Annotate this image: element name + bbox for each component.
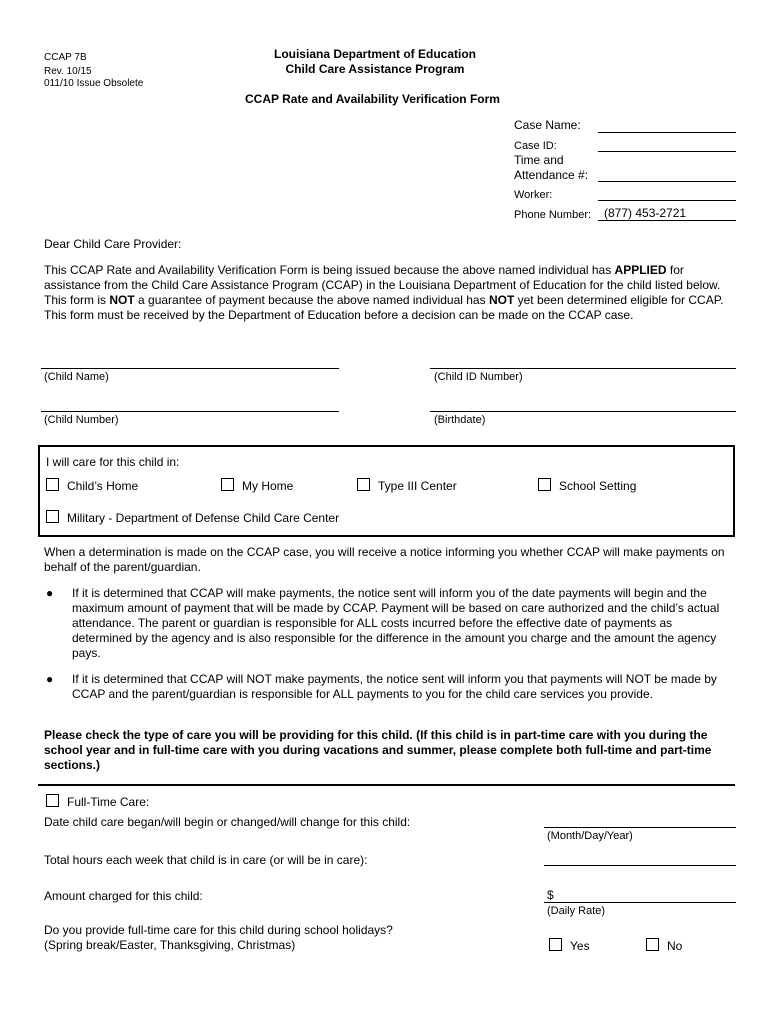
dollar-sign: $ — [547, 888, 554, 902]
time-attendance-field[interactable] — [598, 181, 736, 182]
childs-home-checkbox[interactable] — [46, 478, 59, 491]
holiday-no-option[interactable]: No — [646, 938, 682, 953]
daily-rate-caption: (Daily Rate) — [547, 905, 606, 917]
child-name-caption: (Child Name) — [44, 371, 109, 383]
care-type-instruction: Please check the type of care you will be providing for this child. (If this child is in part-time care with you during the school year and in full-time care with you during vacations and summer, please complete both full-time and part-time sections.) — [44, 728, 712, 772]
military-checkbox[interactable] — [46, 510, 59, 523]
child-number-field[interactable] — [41, 411, 339, 412]
child-id-caption: (Child ID Number) — [434, 371, 523, 383]
start-date-question: Date child care began/will begin or changed/will change for this child: — [44, 815, 411, 829]
intro-paragraph: This CCAP Rate and Availability Verification Form is being issued because the above named individual has APPLIED for assistance from the Child Care Assistance Program (CCAP) in the Louisiana Department of Education for the child listed below. This form is NOT a guarantee of payment because the above named individual has NOT yet been determined eligible for CCAP. This form must be received by the Department of Education before a decision can be made on the CCAP case. — [44, 263, 724, 322]
section-divider — [38, 784, 735, 786]
bullet-dot-2: ● — [46, 672, 54, 686]
care-location-prompt: I will care for this child in: — [46, 455, 180, 469]
childs-home-option[interactable]: Child’s Home — [46, 478, 138, 493]
bullet-paragraph-2: If it is determined that CCAP will NOT make payments, the notice sent will inform you that payments will NOT be made by CCAP and the parent/guardian is responsible for ALL payments to you for the child care services you provide. — [72, 672, 717, 701]
holiday-yes-checkbox[interactable] — [549, 938, 562, 951]
military-option[interactable]: Military - Department of Defense Child Care Center — [46, 510, 339, 525]
type3-center-checkbox[interactable] — [357, 478, 370, 491]
child-name-field[interactable] — [41, 368, 339, 369]
form-title: CCAP Rate and Availability Verification Form — [245, 92, 500, 106]
phone-field[interactable] — [598, 220, 736, 221]
case-name-label: Case Name: — [514, 118, 581, 132]
holiday-yes-option[interactable]: Yes — [549, 938, 590, 953]
birthdate-caption: (Birthdate) — [434, 414, 486, 426]
determination-intro: When a determination is made on the CCAP case, you will receive a notice informing you whether CCAP will make payments on behalf of the parent/guardian. — [44, 545, 725, 574]
form-obsolete-note: 011/10 Issue Obsolete — [44, 78, 144, 89]
weekly-hours-question: Total hours each week that child is in care (or will be in care): — [44, 853, 368, 867]
child-number-caption: (Child Number) — [44, 414, 119, 426]
time-attendance-label-2: Attendance #: — [514, 168, 589, 182]
weekly-hours-field[interactable] — [544, 865, 736, 866]
case-id-label: Case ID: — [514, 140, 557, 152]
child-id-field[interactable] — [430, 368, 736, 369]
full-time-checkbox[interactable] — [46, 794, 59, 807]
start-date-caption: (Month/Day/Year) — [547, 830, 633, 842]
form-id: CCAP 7B — [44, 52, 87, 63]
type3-center-option[interactable]: Type III Center — [357, 478, 457, 493]
bullet-paragraph-1: If it is determined that CCAP will make payments, the notice sent will inform you of the date payments will begin and the maximum amount of payment that will be made by CCAP. Payment will be based on care authorized and the child’s actual attendance. The parent or guardian is responsible for ALL costs incurred before the effective date of payments as determined by the agency and is also responsible for the difference in the amount you charge and the amount the agency pays. — [72, 586, 720, 660]
program-name: Child Care Assistance Program — [285, 62, 465, 76]
worker-label: Worker: — [514, 189, 553, 201]
school-setting-checkbox[interactable] — [538, 478, 551, 491]
worker-field[interactable] — [598, 200, 736, 201]
phone-value: (877) 453-2721 — [604, 206, 687, 220]
full-time-option[interactable]: Full-Time Care: — [46, 794, 149, 809]
my-home-checkbox[interactable] — [221, 478, 234, 491]
holiday-no-checkbox[interactable] — [646, 938, 659, 951]
phone-label: Phone Number: — [514, 209, 592, 221]
bullet-dot-1: ● — [46, 586, 54, 600]
form-revision: Rev. 10/15 — [44, 66, 92, 77]
case-name-field[interactable] — [598, 132, 736, 133]
case-id-field[interactable] — [598, 151, 736, 152]
holiday-examples: (Spring break/Easter, Thanksgiving, Christmas) — [44, 938, 296, 952]
department-name: Louisiana Department of Education — [273, 47, 477, 61]
school-setting-option[interactable]: School Setting — [538, 478, 636, 493]
time-attendance-label-1: Time and — [514, 153, 564, 167]
birthdate-field[interactable] — [430, 411, 736, 412]
start-date-field[interactable] — [544, 827, 736, 828]
my-home-option[interactable]: My Home — [221, 478, 293, 493]
holiday-question: Do you provide full-time care for this child during school holidays? — [44, 923, 393, 937]
greeting: Dear Child Care Provider: — [44, 237, 182, 251]
amount-question: Amount charged for this child: — [44, 889, 203, 903]
amount-field[interactable] — [544, 902, 736, 903]
